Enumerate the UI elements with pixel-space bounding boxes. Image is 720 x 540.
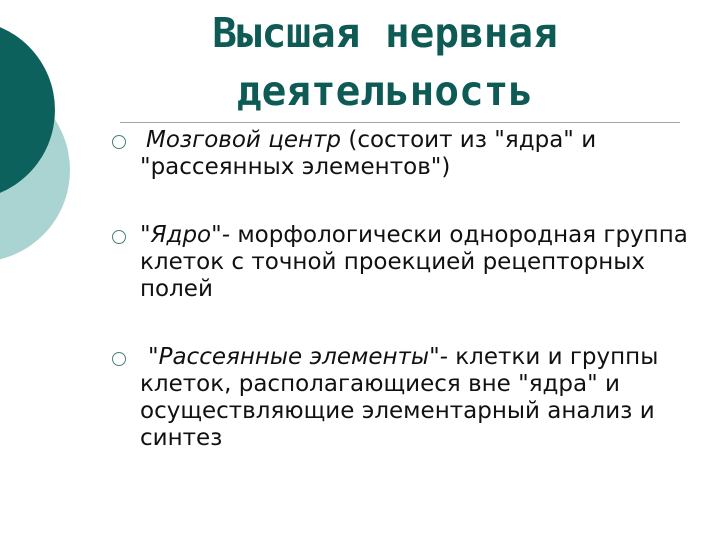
corner-decoration [0,0,110,300]
bullet-text-1 [140,127,690,181]
title-line-2: деятельность [236,67,534,115]
bullet-circle-icon [112,230,126,244]
bullet-term-2: "Ядро"- [140,222,231,248]
bullet-rest-2: морфологически однородная группа клеток с точной проекцией рецепторных полей [140,222,688,302]
bullet-text-3 [140,344,690,452]
bullet-text-2 [140,222,690,303]
bullet-rest-1: (состоит из "ядра" и "рассеянных элементов") [140,127,597,180]
bullet-circle-icon [112,352,126,366]
title-divider [120,122,680,123]
slide-title [150,4,620,120]
bullet-term-3: "Рассеянные элементы"- [148,344,448,370]
title-line-1: Высшая нервная [212,9,558,57]
bullet-term-1: Мозговой центр [146,127,342,153]
bullet-rest-3: клетки и группы клеток, располагающиеся вне "ядра" и осуществляющие элементарный анализ и синтез [140,344,659,451]
bullet-circle-icon [112,135,126,149]
